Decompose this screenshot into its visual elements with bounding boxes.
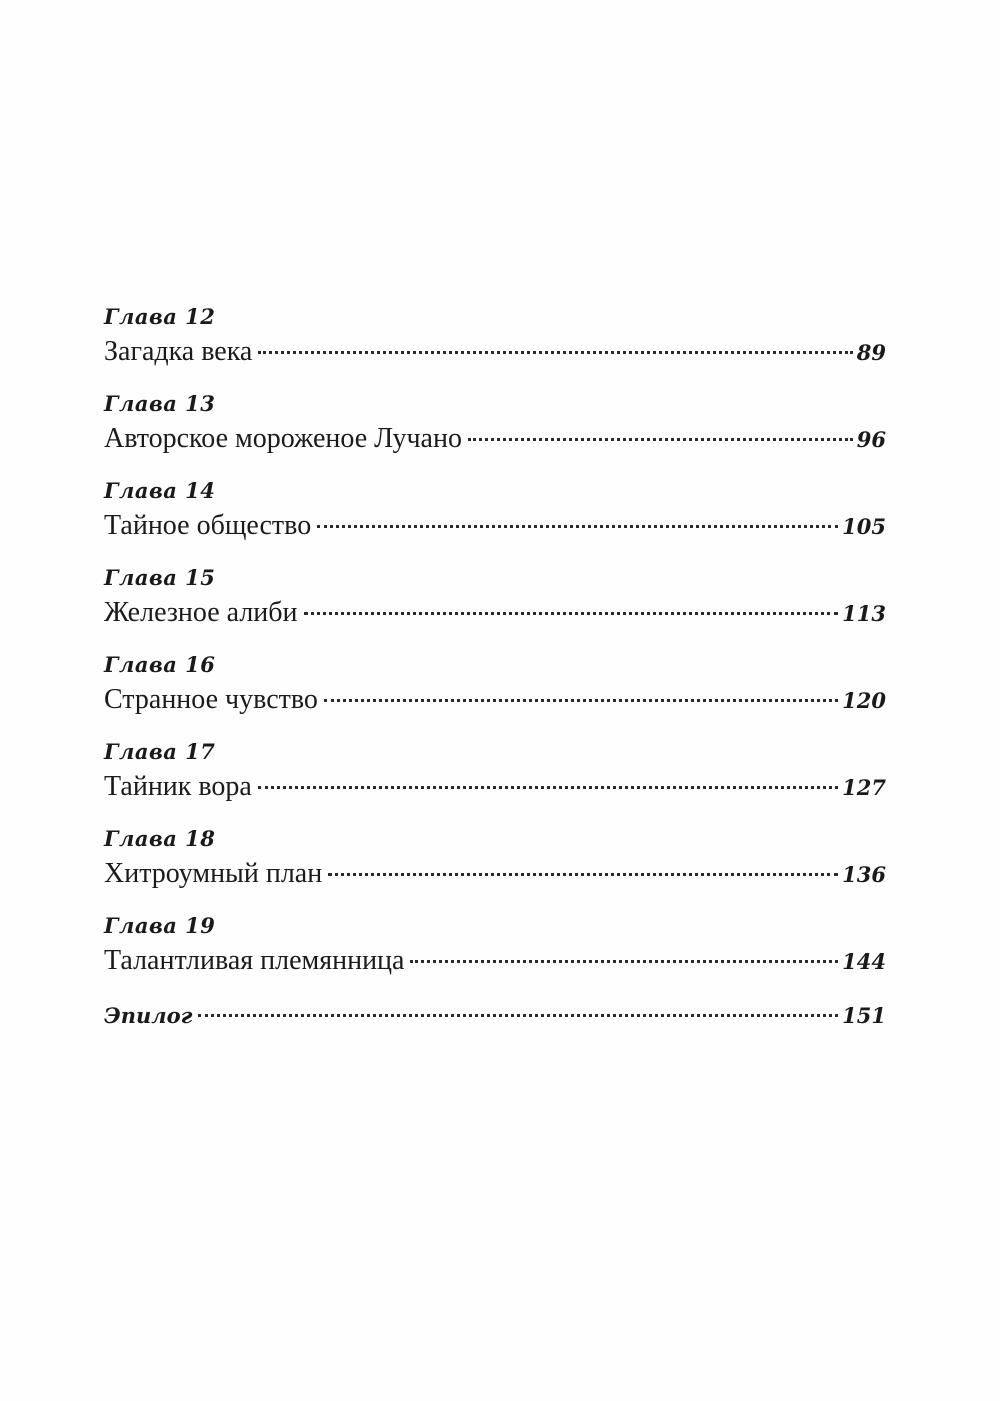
dot-leader xyxy=(410,960,838,963)
toc-title-row xyxy=(104,680,886,737)
dot-leader xyxy=(198,1014,838,1017)
table-of-contents xyxy=(104,302,886,1034)
chapter-title: Тайник вора xyxy=(104,771,252,802)
toc-title-row xyxy=(104,506,886,563)
chapter-label: Глава 17 xyxy=(104,739,216,764)
toc-title-row xyxy=(104,767,886,824)
page-number: 105 xyxy=(842,514,886,539)
toc-entry xyxy=(104,389,886,476)
chapter-title: Железное алиби xyxy=(104,597,298,628)
chapter-label: Глава 19 xyxy=(104,913,216,938)
toc-title-row xyxy=(104,419,886,476)
toc-entry xyxy=(104,650,886,737)
page-number: 89 xyxy=(856,340,886,365)
dot-leader xyxy=(328,873,838,876)
page-number: 96 xyxy=(856,427,886,452)
dot-leader xyxy=(324,699,838,702)
toc-entry xyxy=(104,737,886,824)
toc-title-row xyxy=(104,854,886,911)
toc-entry xyxy=(104,911,886,998)
dot-leader xyxy=(468,438,853,441)
page-number: 113 xyxy=(842,601,886,626)
toc-entry xyxy=(104,563,886,650)
dot-leader xyxy=(258,351,852,354)
toc-entry xyxy=(104,824,886,911)
toc-epilogue-row xyxy=(104,998,886,1034)
toc-entry xyxy=(104,302,886,389)
page-number: 120 xyxy=(842,688,886,713)
dot-leader xyxy=(304,612,839,615)
chapter-label: Глава 18 xyxy=(104,826,216,851)
page-number: 151 xyxy=(842,1003,886,1028)
toc-title-row xyxy=(104,332,886,389)
page-number: 136 xyxy=(842,862,886,887)
chapter-title: Тайное общество xyxy=(104,510,312,541)
chapter-label: Глава 15 xyxy=(104,565,216,590)
page-number: 127 xyxy=(842,775,886,800)
chapter-label: Глава 16 xyxy=(104,652,216,677)
chapter-title: Талантливая племянница xyxy=(104,945,405,976)
dot-leader xyxy=(258,786,838,789)
chapter-label: Глава 14 xyxy=(104,478,216,503)
chapter-label: Глава 13 xyxy=(104,391,216,416)
chapter-label: Глава 12 xyxy=(104,304,216,329)
toc-title-row xyxy=(104,593,886,650)
chapter-title: Авторское мороженое Лучано xyxy=(104,423,462,454)
toc-entry xyxy=(104,476,886,563)
chapter-title: Хитроумный план xyxy=(104,858,323,889)
toc-title-row xyxy=(104,941,886,998)
dot-leader xyxy=(317,525,838,528)
chapter-title: Загадка века xyxy=(104,336,253,367)
chapter-title: Странное чувство xyxy=(104,684,318,715)
page-number: 144 xyxy=(842,949,886,974)
epilogue-label: Эпилог xyxy=(104,1003,193,1028)
